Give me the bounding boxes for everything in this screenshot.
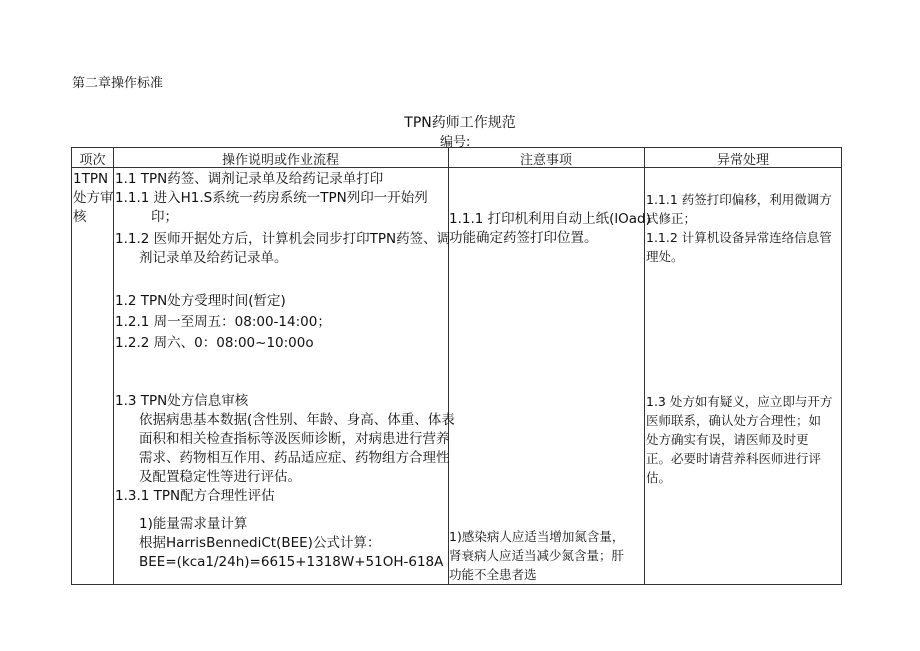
procedure-section-1-1 [115,170,450,268]
exception-line: 理处。 [646,249,684,264]
notes-line: 功能确定药签打印位置。 [449,230,598,246]
procedure-section-1-3 [115,392,455,506]
exception-line: 式修正； [646,211,697,226]
procedure-table [71,147,842,585]
procedure-line: 根据HarrisBennediCt(BEE)公式计算： [139,535,381,551]
item-line: 核 [73,209,87,225]
notes-cell-2 [449,527,624,584]
header-item: 项次 [79,153,106,168]
chapter-title: 第二章操作标准 [72,76,164,91]
procedure-line: 剂记录单及给药记录单。 [139,250,288,266]
exception-line: 估。 [646,470,672,485]
procedure-line: 1.3.1 TPN配方合理性评估 [115,488,275,504]
procedure-line: 1.2.2 周六、0：08:00~10:00o [115,335,314,351]
exception-line: 处方确实有误，请医师及时更 [646,432,809,447]
procedure-section-1-2 [115,292,331,353]
header-procedure: 操作说明或作业流程 [221,153,339,168]
procedure-line: 1.1.1 进入H1.S系统一药房系统一TPN列印一开始列 [115,190,428,206]
procedure-line: 1)能量需求量计算 [139,516,248,532]
header-notes: 注意事项 [519,153,572,168]
procedure-line: 及配置稳定性等进行评估。 [139,469,301,485]
notes-line: 肾衰病人应适当减少氮含量；肝 [449,548,625,563]
exception-line: 1.1.2 计算机设备异常连络信息管 [646,230,832,245]
notes-cell-1 [449,210,651,248]
item-line: 处方审 [73,190,114,206]
exception-cell-2 [646,392,832,487]
notes-line: 1.1.1 打印机利用自动上纸(lOad) [449,211,651,227]
notes-line: 1)感染病人应适当增加氮含量， [449,529,625,544]
exception-cell-1 [646,190,832,266]
procedure-line: 印； [151,209,178,225]
procedure-line: 需求、药物相互作用、药品适应症、药物组方合理性 [139,450,450,466]
procedure-line: BEE=(kca1∕24h)=6615+1318W+51OH-618A [139,554,444,570]
item-cell [73,170,114,227]
document-title: TPN药师工作规范 [404,115,516,131]
procedure-line: 1.2.1 周一至周五：08:00-14:00； [115,314,331,330]
procedure-line: 1.1 TPN药签、调剂记录单及给药记录单打印 [115,171,384,187]
exception-line: 1.3 处方如有疑义，应立即与开方 [646,394,833,409]
procedure-energy-calc [115,515,443,572]
exception-line: 正。必要时请营养科医师进行评 [646,451,822,466]
procedure-line: 依据病患基本数据(含性别、年龄、身高、体重、体表 [139,412,455,428]
item-line: 1TPN [73,171,109,187]
document-number-label: 编号: [440,135,471,150]
notes-line: 功能不全患者选 [449,567,537,582]
header-exception: 异常处理 [716,153,769,168]
procedure-line: 面积和相关检查指标等汲医师诊断，对病患进行营养 [139,431,450,447]
procedure-line: 1.2 TPN处方受理时间(暂定) [115,293,286,309]
procedure-line: 1.1.2 医师开据处方后，计算机会同步打印TPN药签、调 [115,231,451,247]
procedure-line: 1.3 TPN处方信息审核 [115,393,249,409]
exception-line: 1.1.1 药签打印偏移，利用微调方 [646,192,832,207]
exception-line: 医师联系，确认处方合理性；如 [646,413,822,428]
